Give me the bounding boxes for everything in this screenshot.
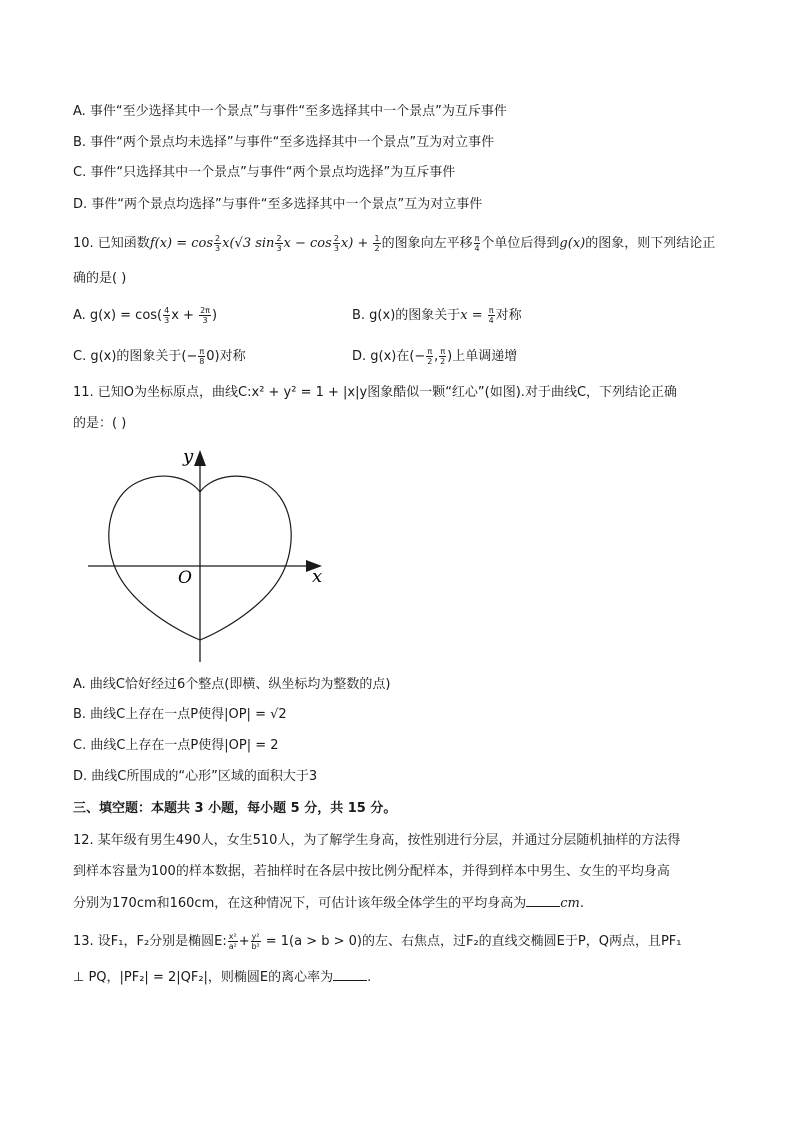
fraction: $\frac{\pi}{4}$ [488, 306, 494, 325]
q9-option-b: B. 事件“两个景点均未选择”与事件“至多选择其中一个景点”互为对立事件 [73, 135, 495, 150]
origin-label: O [178, 568, 192, 588]
q11-option-d: D. 曲线C所围成的“心形”区域的面积大于3 [73, 769, 318, 784]
answer-blank [526, 894, 560, 907]
fraction: $\frac{\text{y²}}{\text{b²}}$ [251, 932, 260, 951]
q11-option-c: C. 曲线C上存在一点P使得|OP| = 2 [73, 738, 279, 753]
q10-option-a: A. g(x) = cos( $\frac{4}{3}$ x + $\frac{2\pi}{3}$ ) [73, 306, 218, 325]
fraction: $\frac{2}{3}$ [276, 234, 282, 253]
q12-line3: 分别为170cm和160cm，在这种情况下，可估计该年级全体学生的平均身高为 cm. [73, 896, 584, 911]
q9-option-d: D. 事件“两个景点均选择”与事件“至多选择其中一个景点”互为对立事件 [73, 197, 483, 212]
q11-option-b: B. 曲线C上存在一点P使得|OP| = √2 [73, 707, 287, 722]
x-axis-label: x [312, 566, 323, 587]
answer-blank [333, 968, 367, 981]
section-3-heading: 三、填空题：本题共 3 小题，每小题 5 分，共 15 分。 [73, 801, 397, 816]
fraction: $\frac{\text{x²}}{\text{a²}}$ [228, 932, 237, 951]
y-axis-arrow [194, 450, 206, 466]
q10-option-d: D. g(x)在(− $\frac{\pi}{2}$ , $\frac{\pi}{2}$ )上单调递增 [352, 347, 518, 366]
fraction: $\frac{\pi}{4}$ [474, 234, 480, 253]
heart-curve-figure [80, 440, 330, 665]
fraction: $\frac{1}{2}$ [374, 234, 380, 253]
fraction: $\frac{2}{3}$ [333, 234, 339, 253]
y-axis-label: y [183, 446, 194, 467]
q13-line2: ⊥ PQ，|PF₂| = 2|QF₂|，则椭圆E的离心率为 . [73, 970, 372, 985]
fraction: $\frac{2}{3}$ [215, 234, 221, 253]
q13-line1: 13. 设F₁，F₂分别是椭圆E: $\frac{\text{x²}}{\text{a²}}$ + $\frac{\text{y²}}{\text{b²}}$ = 1(a > b > 0)的左、右焦点，过F₂的直线交椭圆E于P，Q两点，且PF₁ [73, 932, 682, 951]
fraction: $\frac{2\pi}{3}$ [200, 306, 210, 325]
q9-option-a: A. 事件“至少选择其中一个景点”与事件“至多选择其中一个景点”为互斥事件 [73, 104, 507, 119]
q10-option-b: B. g(x)的图象关于x = $\frac{\pi}{4}$ 对称 [352, 306, 522, 325]
q9-option-c: C. 事件“只选择其中一个景点”与事件“两个景点均选择”为互斥事件 [73, 165, 456, 180]
q10-stem-line2: 确的是( ) [73, 271, 127, 286]
q10-option-c: C. g(x)的图象关于(− $\frac{\pi}{8}$ 0)对称 [73, 347, 246, 366]
fraction: $\frac{\pi}{2}$ [440, 347, 446, 366]
q12-line1: 12. 某年级有男生490人，女生510人，为了解学生身高，按性别进行分层，并通过分层随机抽样的方法得 [73, 833, 681, 848]
q11-stem-line2: 的是：( ) [73, 416, 127, 431]
fraction: $\frac{\pi}{2}$ [427, 347, 433, 366]
q12-line2: 到样本容量为100的样本数据，若抽样时在各层中按比例分配样本，并得到样本中男生、女生的平均身高 [73, 864, 670, 879]
fraction: $\frac{4}{3}$ [164, 306, 170, 325]
q11-option-a: A. 曲线C恰好经过6个整点(即横、纵坐标均为整数的点) [73, 677, 391, 692]
q11-stem-line1: 11. 已知O为坐标原点，曲线C:x² + y² = 1 + |x|y图象酷似一颗“红心”(如图).对于曲线C，下列结论正确 [73, 385, 678, 400]
q10-stem-line1: 10. 已知函数f(x) = cos $\frac{2}{3}$ x(√3 sin $\frac{2}{3}$ x − cos $\frac{2}{3}$ x) + $\frac{1}{2}$ 的图象向左平移 $\frac{\pi}{4}$ 个单位后得到g(x)的图象，则下列结论正 [73, 234, 716, 253]
fraction: $\frac{\pi}{8}$ [199, 347, 205, 366]
